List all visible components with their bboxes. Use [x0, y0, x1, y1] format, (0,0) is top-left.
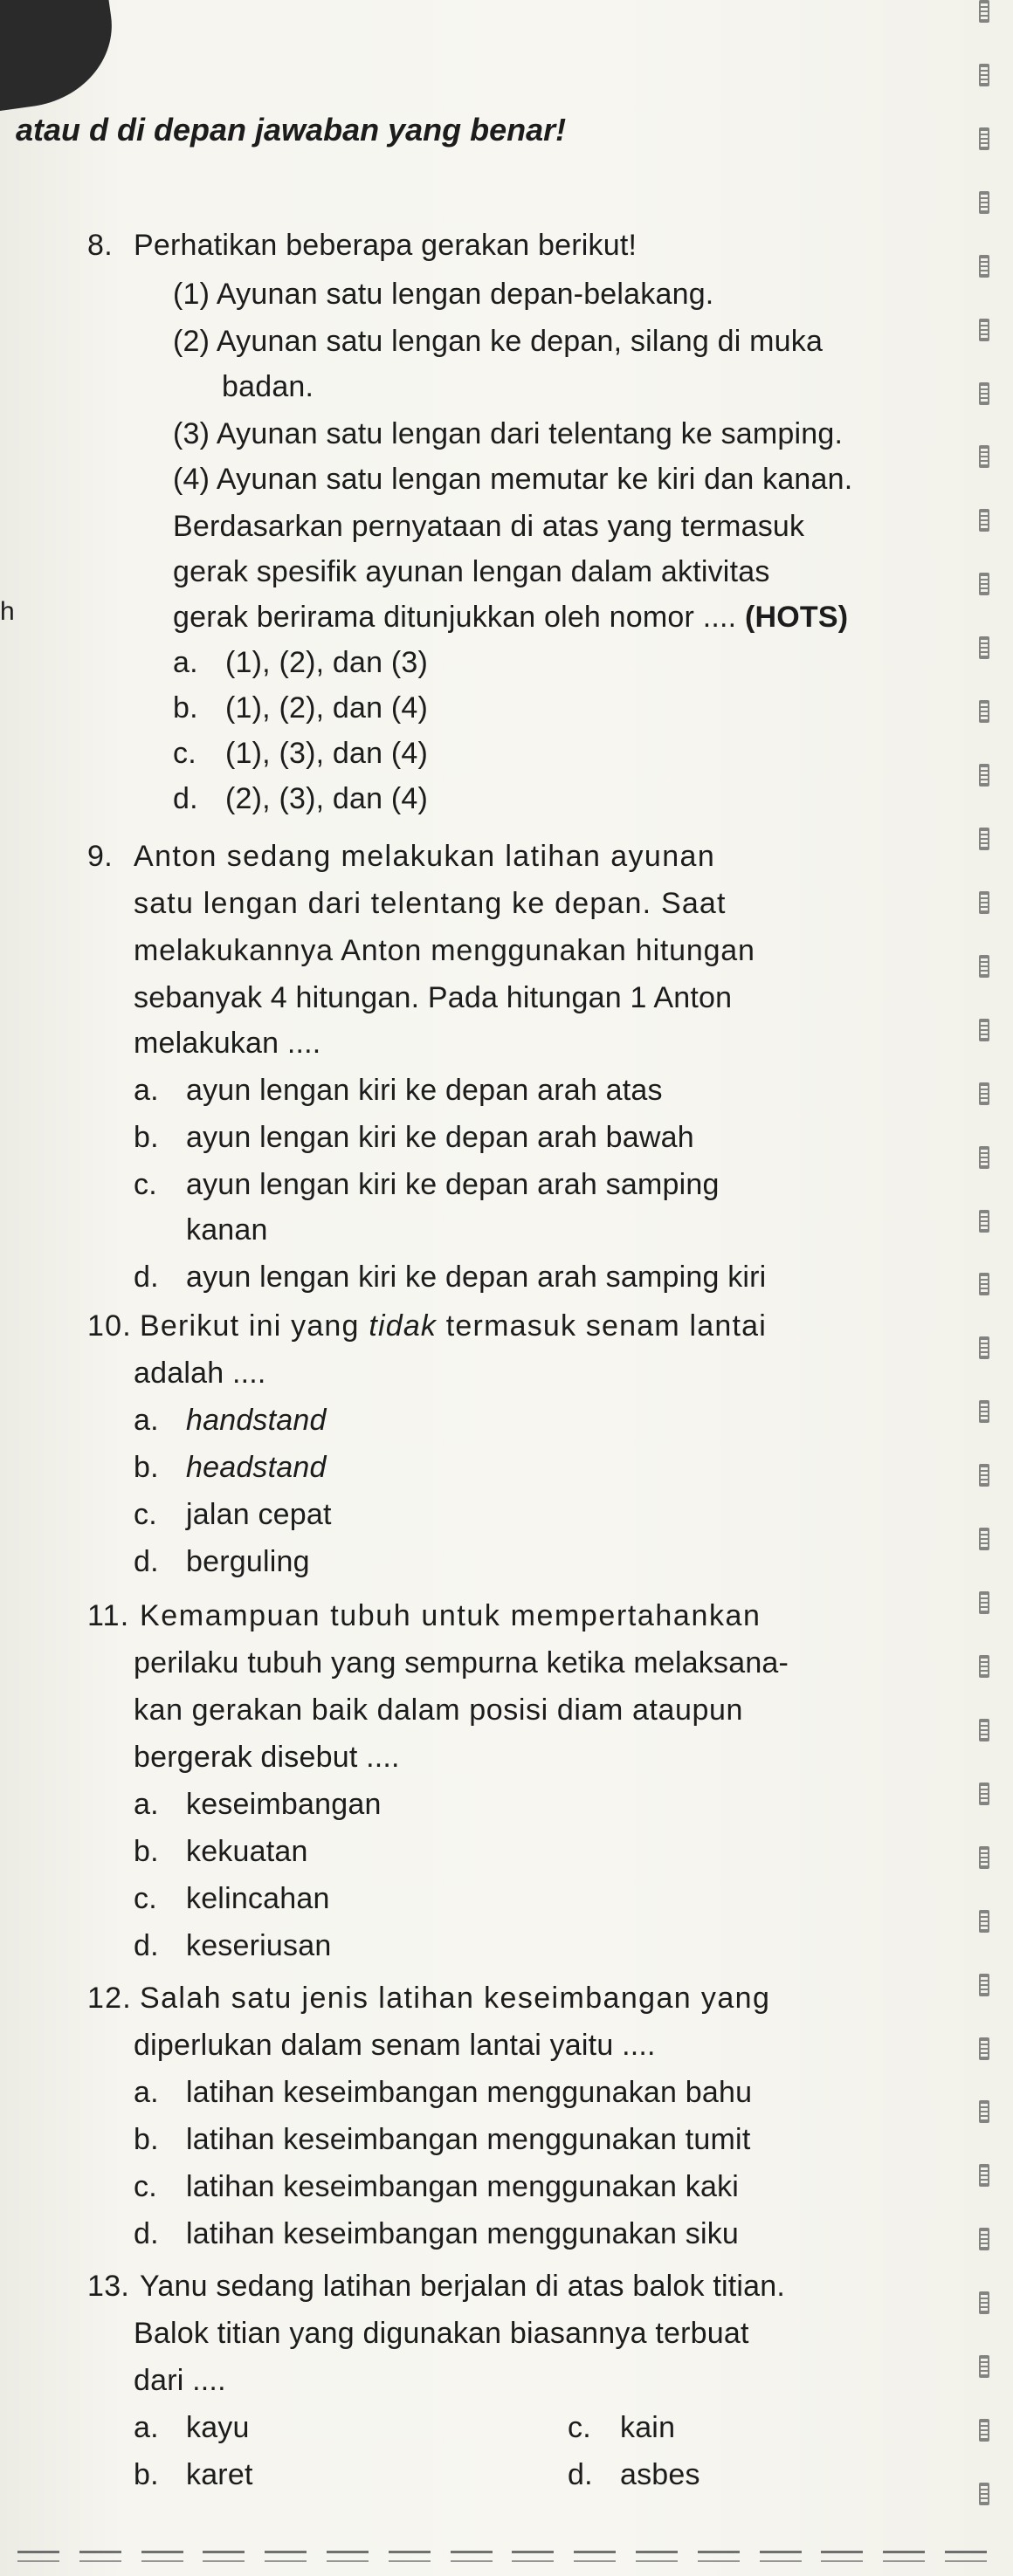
- answer-option-c[interactable]: c. kain: [568, 2411, 676, 2444]
- question-stem: adalah ....: [134, 1357, 266, 1390]
- question-number: 11.: [87, 1599, 130, 1632]
- answer-option-b[interactable]: b. latihan keseimbangan menggunakan tumit: [134, 2123, 751, 2156]
- question-stem: Berikut ini yang tidak termasuk senam lantai: [140, 1309, 768, 1343]
- question-stem: perilaku tubuh yang sempurna ketika melaksana-: [134, 1646, 789, 1680]
- question-stem: gerak spesifik ayunan lengan dalam aktivitas: [173, 555, 770, 588]
- answer-option-a[interactable]: a. latihan keseimbangan menggunakan bahu: [134, 2076, 753, 2109]
- answer-option-d[interactable]: d. latihan keseimbangan menggunakan siku: [134, 2217, 740, 2250]
- hots-label: (HOTS): [744, 601, 849, 634]
- statement-item: (2) Ayunan satu lengan ke depan, silang di muka: [173, 325, 823, 358]
- answer-option-b[interactable]: b. (1), (2), dan (4): [173, 691, 429, 725]
- question-number: 10.: [87, 1309, 132, 1343]
- question-stem: kan gerakan baik dalam posisi diam ataupun: [134, 1693, 744, 1727]
- question-stem: bergerak disebut ....: [134, 1741, 400, 1774]
- answer-option-c[interactable]: c. (1), (3), dan (4): [173, 737, 429, 770]
- answer-option-d[interactable]: d. ayun lengan kiri ke depan arah samping kiri: [134, 1261, 767, 1294]
- question-number: 13.: [87, 2270, 130, 2303]
- emphasis-word: tidak: [369, 1309, 438, 1343]
- answer-option-a[interactable]: a. handstand: [134, 1404, 327, 1437]
- answer-option-b[interactable]: b. kekuatan: [134, 1835, 308, 1868]
- statement-item: (3) Ayunan satu lengan dari telentang ke samping.: [173, 417, 844, 450]
- question-stem: diperlukan dalam senam lantai yaitu ....: [134, 2029, 656, 2062]
- question-stem: Berdasarkan pernyataan di atas yang termasuk: [173, 510, 805, 543]
- question-stem: Salah satu jenis latihan keseimbangan yang: [140, 1982, 771, 2015]
- answer-option-d[interactable]: d. berguling: [134, 1545, 310, 1578]
- answer-option-d[interactable]: d. keseriusan: [134, 1929, 332, 1962]
- question-stem: sebanyak 4 hitungan. Pada hitungan 1 Anton: [134, 981, 733, 1014]
- question-stem: Kemampuan tubuh untuk mempertahankan: [140, 1599, 761, 1632]
- instruction-header: atau d di depan jawaban yang benar!: [16, 112, 567, 148]
- answer-option-a[interactable]: a. (1), (2), dan (3): [173, 646, 429, 679]
- answer-option-d[interactable]: d. asbes: [568, 2458, 700, 2491]
- answer-option-a[interactable]: a. kayu: [134, 2411, 250, 2444]
- spiral-binding: [978, 0, 990, 2505]
- answer-option-c[interactable]: c. ayun lengan kiri ke depan arah samping: [134, 1168, 720, 1201]
- answer-option-b[interactable]: b. karet: [134, 2458, 253, 2491]
- question-stem: Yanu sedang latihan berjalan di atas balok titian.: [140, 2270, 785, 2303]
- question-stem: satu lengan dari telentang ke depan. Saat: [134, 887, 727, 920]
- question-number: 8.: [87, 229, 113, 262]
- question-stem: gerak berirama ditunjukkan oleh nomor .... (HOTS): [173, 601, 849, 634]
- answer-option-b[interactable]: b. headstand: [134, 1451, 327, 1484]
- question-intro: Perhatikan beberapa gerakan berikut!: [134, 229, 637, 262]
- statement-item: (1) Ayunan satu lengan depan-belakang.: [173, 278, 714, 311]
- margin-mark: h: [0, 597, 15, 626]
- answer-option-c[interactable]: c. kelincahan: [134, 1882, 330, 1915]
- statement-item: badan.: [222, 370, 314, 403]
- question-stem: Anton sedang melakukan latihan ayunan: [134, 840, 716, 873]
- dark-corner-shadow: [0, 0, 122, 114]
- statement-item: (4) Ayunan satu lengan memutar ke kiri dan kanan.: [173, 463, 853, 496]
- answer-option-d[interactable]: d. (2), (3), dan (4): [173, 782, 429, 815]
- perforation-line: [17, 2551, 987, 2561]
- question-stem: Balok titian yang digunakan biasannya terbuat: [134, 2317, 749, 2350]
- answer-option-a[interactable]: a. keseimbangan: [134, 1788, 382, 1821]
- question-number: 9.: [87, 840, 113, 873]
- answer-option-b[interactable]: b. ayun lengan kiri ke depan arah bawah: [134, 1121, 694, 1154]
- answer-option-a[interactable]: a. ayun lengan kiri ke depan arah atas: [134, 1074, 663, 1107]
- question-stem: melakukan ....: [134, 1027, 321, 1060]
- question-stem: melakukannya Anton menggunakan hitungan: [134, 934, 755, 967]
- question-number: 12.: [87, 1982, 132, 2015]
- answer-option-c[interactable]: c. latihan keseimbangan menggunakan kaki: [134, 2170, 740, 2203]
- question-stem: dari ....: [134, 2364, 226, 2397]
- answer-option-c[interactable]: c. jalan cepat: [134, 1498, 332, 1531]
- answer-option-c-continued: kanan: [186, 1213, 268, 1247]
